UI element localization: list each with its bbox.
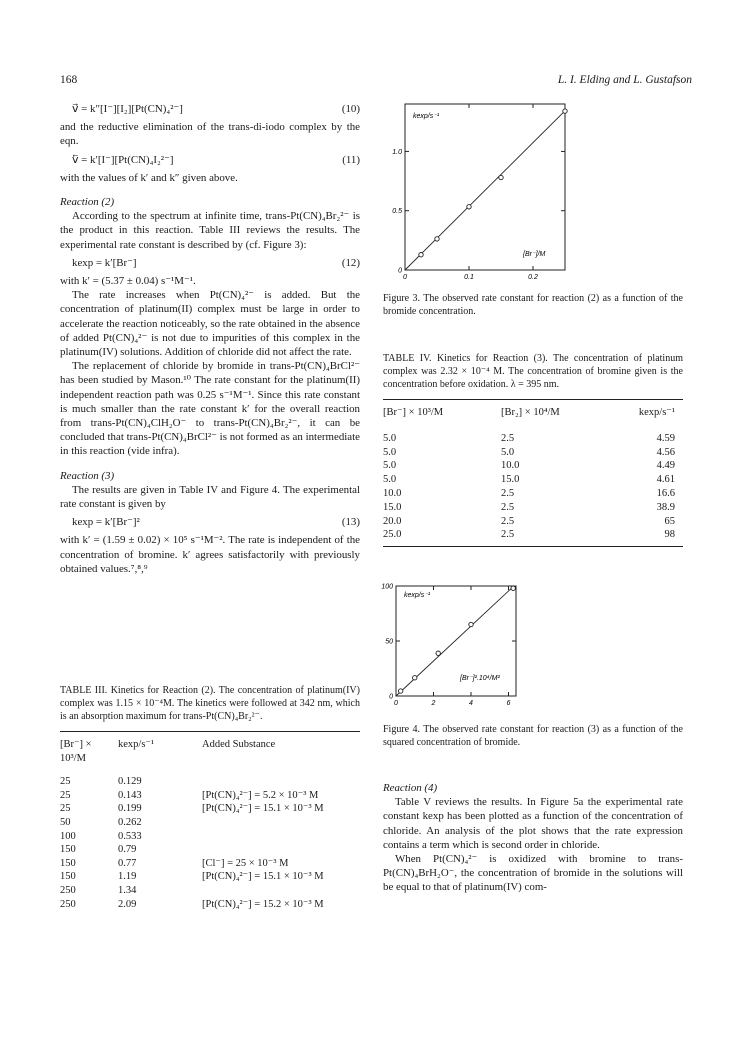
table-cell: 10.0: [501, 460, 520, 472]
table-row: [60, 884, 360, 898]
table-cell: 20.0: [383, 515, 402, 527]
section-heading-reaction-3: Reaction (3): [60, 469, 115, 482]
section-heading-reaction-4: Reaction (4): [383, 782, 438, 794]
table-cell: 1.34: [118, 884, 137, 896]
paragraph: When Pt(CN)₄²⁻ is oxidized with bromine to trans-Pt(CN)₄BrH₂O⁻, the concentration of bromide in the solutions will be equal to that of platinum(IV) com-: [383, 853, 683, 894]
table-cell: [Pt(CN)₄²⁻] = 15.1 × 10⁻³ M: [202, 803, 324, 815]
y-axis-label: kexp/s⁻¹: [404, 592, 431, 599]
table-cell: 0.533: [118, 830, 142, 842]
paragraph: The rate increases when Pt(CN)₄²⁻ is added. But the concentration of platinum(II) complex must be large in order to accelerate the reaction noticeably, so the rate obtained in the absence of added Pt(CN)₄²⁻ is not due to impurities of this complex in the platinum(IV) solutions. Addition of chloride did not affect the rate.: [60, 289, 360, 359]
equation-11: [60, 153, 360, 167]
table-cell: 5.0: [383, 474, 397, 486]
table-cell: 4.49: [656, 460, 675, 472]
table-row: [383, 459, 683, 473]
data-point: [469, 622, 473, 626]
table-cell: 2.5: [501, 529, 515, 541]
figure-3-plot: [383, 98, 573, 288]
page-number: 168: [60, 74, 78, 86]
table-cell: 25.0: [383, 529, 402, 541]
table-cell: 0.77: [118, 857, 137, 869]
y-tick-label: 0: [398, 267, 402, 275]
table-cell: [Pt(CN)₄²⁻] = 5.2 × 10⁻³ M: [202, 789, 319, 801]
table-cell: 38.9: [656, 501, 675, 513]
equation-12: [60, 256, 360, 270]
paragraph: Table V reviews the results. In Figure 5a the experimental rate constant kexp has been plotted as a function of the concentration of chloride. An analysis of the plot shows that the rate expression contains a term which is second order in chloride.: [383, 796, 683, 851]
paragraph: with the values of k′ and k″ given above.: [60, 171, 238, 184]
equation-13-number: (13): [341, 516, 360, 529]
data-point: [511, 586, 515, 590]
table-4: [383, 353, 683, 547]
table-cell: 250: [60, 884, 76, 896]
x-tick-label: 0: [403, 274, 407, 281]
x-tick-label: 0: [394, 700, 398, 707]
table-row: [383, 515, 683, 529]
table-cell: 10.0: [383, 487, 402, 499]
equation-10: [60, 102, 360, 116]
table-cell: 25: [60, 789, 71, 801]
data-point: [467, 205, 471, 209]
table-3-grid: [60, 731, 360, 911]
data-point: [419, 253, 423, 257]
figure-4-caption: Figure 4. The observed rate constant for reaction (3) as a function of the squared concentration of bromide.: [383, 724, 683, 748]
table-header-cell: [Br⁻] × 10³/M: [60, 739, 92, 764]
table-cell: 25: [60, 803, 71, 815]
table-cell: 4.61: [656, 474, 675, 486]
table-row: [60, 843, 360, 857]
table-cell: 5.0: [383, 460, 397, 472]
table-header-cell: kexp/s⁻¹: [638, 407, 675, 419]
table-row: [60, 857, 360, 871]
table-cell: 150: [60, 871, 76, 883]
data-point: [563, 109, 567, 113]
x-tick-label: 2: [431, 700, 436, 707]
section-heading-reaction-2: Reaction (2): [60, 196, 115, 209]
right-column-text: [383, 781, 683, 895]
figure-4-plot: [380, 580, 520, 720]
equation-13: [60, 515, 360, 529]
table-cell: [202, 816, 360, 830]
x-axis-label: [Br⁻]/M: [523, 251, 546, 258]
table-header-cell: Added Substance: [202, 739, 276, 751]
equation-10-text: v⃗ = k″[I⁻][I₂][Pt(CN)₄²⁻]: [72, 103, 183, 115]
table-header-cell: kexp/s⁻¹: [118, 739, 155, 751]
y-tick-label: 1.0: [392, 148, 402, 156]
y-tick-label: 100: [381, 583, 393, 591]
table-row: [60, 816, 360, 830]
table-row: [60, 802, 360, 816]
table-cell: 0.262: [118, 816, 142, 828]
table-cell: 2.09: [118, 898, 137, 910]
table-cell: 2.5: [501, 501, 515, 513]
table-cell: [202, 830, 360, 844]
data-point: [499, 175, 503, 179]
paragraph: with k′ = (5.37 ± 0.04) s⁻¹M⁻¹.: [60, 275, 196, 288]
table-cell: 16.6: [656, 487, 675, 499]
x-tick-label: 0.2: [528, 274, 538, 281]
x-tick-label: 0.1: [464, 274, 474, 281]
table-cell: 0.199: [118, 803, 142, 815]
table-cell: 4.56: [656, 446, 675, 458]
table-cell: 15.0: [383, 501, 402, 513]
equation-12-text: kexp = k′[Br⁻]: [72, 256, 137, 269]
table-row: [383, 528, 683, 542]
equation-13-text: kexp = k′[Br⁻]²: [72, 516, 140, 529]
table-4-bottom-rule: [383, 546, 683, 547]
x-axis-label: [Br⁻]².10⁴/M²: [460, 675, 500, 682]
table-cell: 0.79: [118, 844, 137, 856]
paragraph: According to the spectrum at infinite time, trans-Pt(CN)₄Br₂²⁻ is the product in this reaction. Table III reviews the results. The experimental rate constant is described by (cf. Figure 3):: [60, 210, 360, 251]
table-cell: [202, 843, 360, 857]
table-cell: 50: [60, 816, 71, 828]
x-tick-label: 6: [506, 700, 511, 707]
table-4-grid: [383, 399, 683, 542]
table-header-cell: [Br⁻] × 10³/M: [383, 407, 444, 419]
table-cell: [Pt(CN)₄²⁻] = 15.1 × 10⁻³ M: [202, 871, 324, 883]
x-tick-label: 4: [469, 700, 473, 707]
table-cell: 0.129: [118, 776, 142, 788]
table-row: [383, 487, 683, 501]
data-point: [436, 651, 440, 655]
table-4-body: [383, 428, 683, 542]
equation-11-text: v⃖ = k′[I⁻][Pt(CN)₄I₂²⁻]: [72, 153, 174, 166]
table-row: [60, 898, 360, 912]
table-cell: 0.143: [118, 789, 142, 801]
figure-4: [380, 580, 520, 720]
plot-frame: [405, 104, 565, 270]
table-cell: 5.0: [383, 432, 397, 444]
table-row: [383, 473, 683, 487]
fit-line: [405, 111, 565, 270]
paragraph: The replacement of chloride by bromide in trans-Pt(CN)₄BrCl²⁻ has been studied by Mason.¹⁰ The rate constant for the platinum(II) independent reaction path was 0.25 s⁻¹M⁻¹. Since this rate constant is much smaller than the rate constant k′ for the overall reaction from trans-Pt(CN)₄ClH₂O⁻ to trans-Pt(CN)₄Br₂²⁻, it can be concluded that trans-Pt(CN)₄BrCl²⁻ is not formed as an intermediate in this reaction (vide infra).: [60, 360, 360, 458]
table-cell: 15.0: [501, 474, 520, 486]
table-row: [60, 771, 360, 789]
table-cell: 150: [60, 857, 76, 869]
table-cell: [Pt(CN)₄²⁻] = 15.2 × 10⁻³ M: [202, 898, 324, 910]
table-row: [60, 789, 360, 803]
table-3: [60, 685, 360, 911]
table-cell: [202, 771, 360, 789]
table-cell: 1.19: [118, 871, 137, 883]
table-header-cell: [Br₂] × 10⁴/M: [501, 407, 560, 419]
table-row: [60, 870, 360, 884]
figure-3: [383, 98, 573, 288]
table-3-caption: TABLE III. Kinetics for Reaction (2). The concentration of platinum(IV) complex was 1.15 × 10⁻⁴M. The kinetics were followed at 342 nm, which is an absorption maximum for trans-Pt(CN)₄Br₂²⁻.: [60, 685, 360, 722]
equation-12-number: (12): [341, 256, 360, 269]
table-cell: [Cl⁻] = 25 × 10⁻³ M: [202, 857, 289, 869]
table-cell: 150: [60, 844, 76, 856]
figure-3-caption: Figure 3. The observed rate constant for reaction (2) as a function of the bromide concentration.: [383, 293, 683, 317]
table-row: [383, 446, 683, 460]
table-cell: 65: [664, 515, 675, 527]
data-point: [398, 689, 402, 693]
y-axis-label: kexp/s⁻¹: [413, 113, 440, 120]
equation-11-number: (11): [342, 153, 360, 166]
equation-10-number: (10): [341, 103, 360, 115]
running-head: L. I. Elding and L. Gustafson: [557, 74, 692, 86]
table-cell: 250: [60, 898, 76, 910]
y-tick-label: 0: [389, 693, 393, 701]
y-tick-label: 0.5: [392, 208, 402, 216]
table-4-caption: TABLE IV. Kinetics for Reaction (3). The concentration of platinum complex was 2.32 × 10⁻⁴ M. The concentration of bromine given is the concentration before oxidation. λ = 395 nm.: [383, 353, 683, 390]
table-cell: 4.59: [656, 432, 675, 444]
table-row: [383, 501, 683, 515]
paragraph: The results are given in Table IV and Figure 4. The experimental rate constant is given by: [60, 483, 360, 511]
table-cell: 5.0: [383, 446, 397, 458]
table-cell: 5.0: [501, 446, 515, 458]
table-cell: 100: [60, 830, 76, 842]
table-cell: 98: [664, 529, 675, 541]
paragraph: and the reductive elimination of the trans-di-iodo complex by the eqn.: [60, 121, 360, 148]
table-row: [383, 428, 683, 446]
table-cell: 25: [60, 776, 71, 788]
paragraph: with k′ = (1.59 ± 0.02) × 10⁵ s⁻¹M⁻². The rate is independent of the concentration of bromine. k′ agrees satisfactorily with previously obtained values.⁷,⁸,⁹: [60, 534, 360, 575]
data-point: [413, 676, 417, 680]
table-cell: 2.5: [501, 432, 515, 444]
table-row: [60, 830, 360, 844]
table-cell: [202, 884, 360, 898]
data-point: [435, 237, 439, 241]
table-3-body: [60, 771, 360, 911]
table-cell: 2.5: [501, 515, 515, 527]
table-cell: 2.5: [501, 487, 515, 499]
left-column: [60, 98, 360, 576]
y-tick-label: 50: [385, 638, 393, 646]
